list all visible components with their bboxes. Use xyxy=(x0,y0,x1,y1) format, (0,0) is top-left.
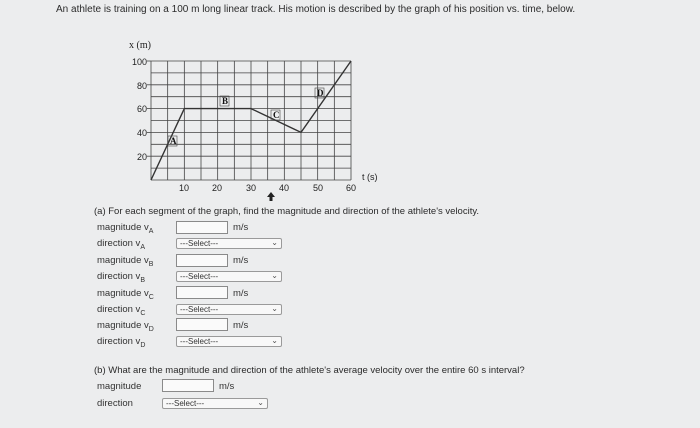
unit-label: m/s xyxy=(233,288,249,299)
magnitude-va-label: magnitude $v_A$ xyxy=(97,222,154,235)
x-axis-label: t (s) xyxy=(362,172,378,182)
unit-label: m/s xyxy=(219,381,235,392)
x-tick-label: 10 xyxy=(178,183,190,193)
part-b-prompt: (b) What are the magnitude and direction of the athlete's average velocity over the entire 60 s interval? xyxy=(94,365,525,376)
direction-va-select[interactable] xyxy=(176,238,282,249)
direction-vc-label: direction $v_C$ xyxy=(97,304,146,317)
average-magnitude-input[interactable] xyxy=(162,379,214,392)
y-axis-label: x (m) xyxy=(129,40,151,51)
select-value: ---Select--- xyxy=(166,399,205,408)
direction-va-label: direction $v_A$ xyxy=(97,238,145,251)
segment-label-c: C xyxy=(273,110,280,120)
average-direction-label: direction xyxy=(97,398,133,409)
direction-vb-select[interactable] xyxy=(176,271,282,282)
x-tick-label: 60 xyxy=(345,183,357,193)
select-value: ---Select--- xyxy=(180,272,219,281)
average-magnitude-label: magnitude xyxy=(97,381,142,392)
x-tick-label: 40 xyxy=(278,183,290,193)
x-tick-label: 50 xyxy=(312,183,324,193)
x-tick-label: 20 xyxy=(211,183,223,193)
chevron-down-icon: ⌄ xyxy=(257,398,264,407)
segment-label-a: A xyxy=(170,136,177,146)
chevron-down-icon: ⌄ xyxy=(271,336,278,345)
problem-text: An athlete is training on a 100 m long linear track. His motion is described by the graph of his position vs. time, below. xyxy=(56,4,576,15)
average-direction-select[interactable] xyxy=(162,398,268,409)
segment-label-b: B xyxy=(222,96,229,106)
direction-vd-select[interactable] xyxy=(176,336,282,347)
magnitude-vc-input[interactable] xyxy=(176,286,228,299)
chevron-down-icon: ⌄ xyxy=(271,238,278,247)
mouse-cursor-icon xyxy=(267,192,277,206)
part-a-prompt: (a) For each segment of the graph, find the magnitude and direction of the athlete's velocity. xyxy=(94,206,480,217)
direction-vb-label: direction $v_B$ xyxy=(97,271,145,284)
x-tick-label: 30 xyxy=(245,183,257,193)
magnitude-vb-input[interactable] xyxy=(176,254,228,267)
select-value: ---Select--- xyxy=(180,337,219,346)
unit-label: m/s xyxy=(233,255,249,266)
segment-label-d: D xyxy=(317,88,324,98)
magnitude-va-input[interactable] xyxy=(176,221,228,234)
direction-vc-select[interactable] xyxy=(176,304,282,315)
y-tick-label: 60 xyxy=(136,104,147,114)
unit-label: m/s xyxy=(233,320,249,331)
select-value: ---Select--- xyxy=(180,239,219,248)
direction-vd-label: direction $v_D$ xyxy=(97,336,146,349)
y-tick-label: 80 xyxy=(136,81,147,91)
y-tick-label: 20 xyxy=(136,152,147,162)
graph-grid xyxy=(147,61,351,180)
chevron-down-icon: ⌄ xyxy=(271,304,278,313)
magnitude-vd-label: magnitude $v_D$ xyxy=(97,320,154,333)
y-tick-label: 100 xyxy=(131,57,147,67)
unit-label: m/s xyxy=(233,222,249,233)
select-value: ---Select--- xyxy=(180,305,219,314)
position-time-graph xyxy=(118,34,378,199)
magnitude-vb-label: magnitude $v_B$ xyxy=(97,255,154,268)
y-tick-label: 40 xyxy=(136,128,147,138)
magnitude-vd-input[interactable] xyxy=(176,318,228,331)
magnitude-vc-label: magnitude $v_C$ xyxy=(97,288,154,301)
chevron-down-icon: ⌄ xyxy=(271,271,278,280)
